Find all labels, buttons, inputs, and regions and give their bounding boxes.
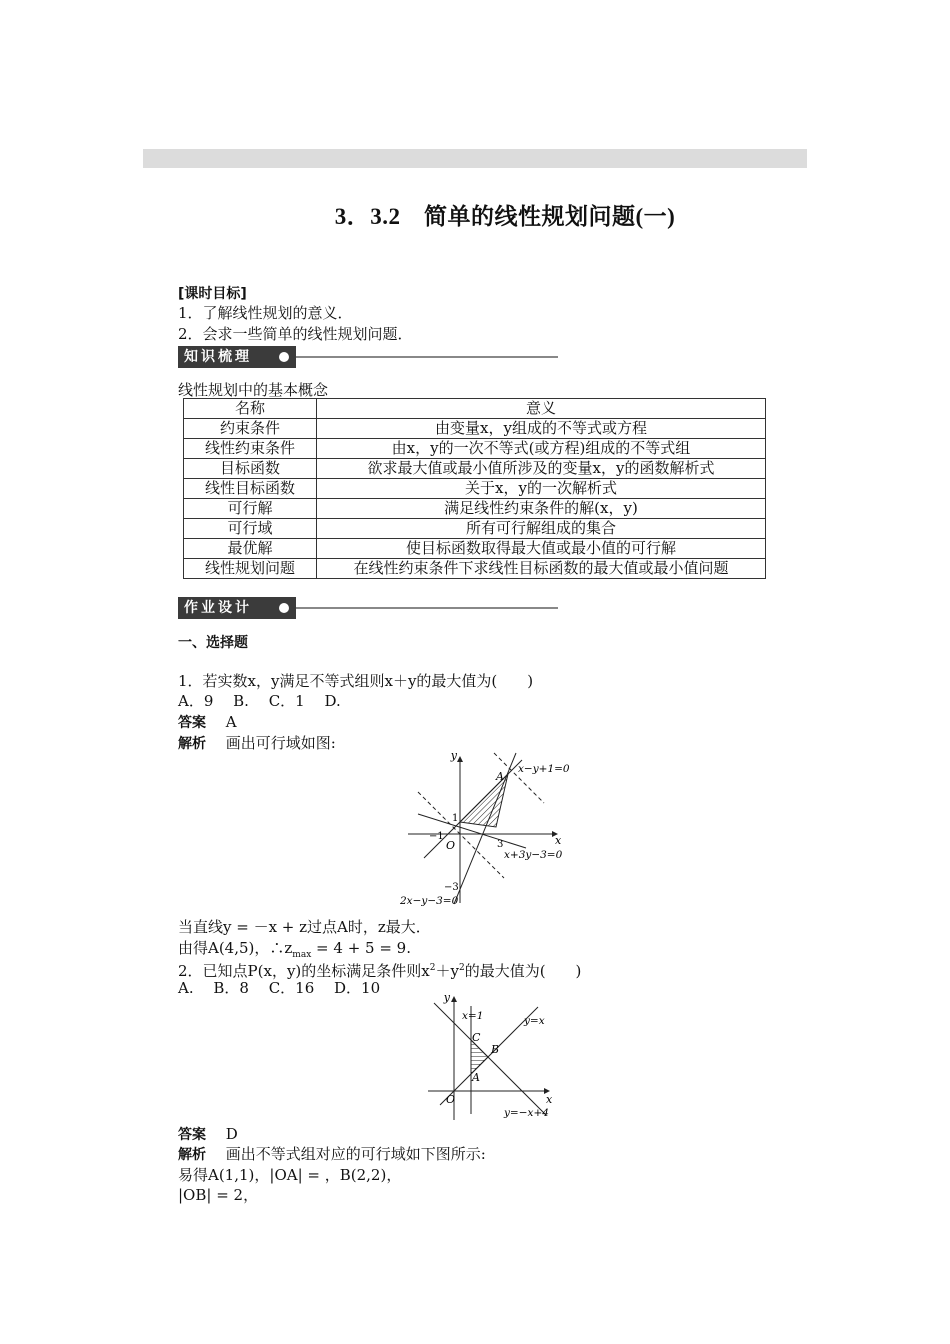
line3-label: 2x−y−3=0 (400, 895, 459, 907)
q2-feasible-region-figure (420, 992, 560, 1122)
q2-stem-text: 2．已知点P(x，y)的坐标满足条件则x (178, 962, 430, 980)
concept-meaning: 在线性约束条件下求线性目标函数的最大值或最小值问题 (317, 559, 766, 579)
analysis-label: 解析 (178, 736, 206, 752)
banner-rule (296, 607, 558, 609)
concept-name: 目标函数 (184, 459, 317, 479)
concept-meaning: 满足线性约束条件的解(x，y) (317, 499, 766, 519)
section-heading: 一、选择题 (178, 635, 248, 651)
table-row (184, 459, 766, 479)
point-c-label: C (472, 1031, 481, 1044)
analysis-label: 解析 (178, 1147, 206, 1163)
y-axis-arrow-icon (457, 756, 463, 762)
q2-stem-text: 的最大值为( ) (464, 962, 582, 980)
q1-after-2-text: = 4 + 5 = 9. (311, 939, 411, 957)
concept-name: 最优解 (184, 539, 317, 559)
q2-stem-text: ＋y (435, 962, 459, 980)
q1-stem: 1．若实数x，y满足不等式组则x＋y的最大值为( ) (178, 672, 534, 690)
q2-line3: 易得A(1,1)，|OA| = ，B(2,2)， (178, 1166, 402, 1184)
feasible-region (471, 1040, 488, 1074)
origin-label: O (446, 1093, 456, 1106)
answer-value: A (225, 713, 237, 731)
bullet-icon (279, 352, 289, 362)
concept-meaning: 由x，y的一次不等式(或方程)组成的不等式组 (317, 439, 766, 459)
banner-rule (296, 356, 558, 358)
analysis-text: 画出可行域如图: (225, 734, 336, 752)
point-a-label: A (472, 1071, 480, 1084)
concept-name: 线性目标函数 (184, 479, 317, 499)
q1-after-2-sub: max (292, 950, 312, 960)
table-header-row (184, 399, 766, 419)
yx-label: y=x (524, 1015, 545, 1027)
ymx4-label: y=−x+4 (504, 1107, 549, 1119)
q2-analysis (178, 1144, 486, 1165)
concepts-table (183, 398, 766, 579)
y-axis-label: y (443, 992, 450, 1004)
line2-label: x+3y−3=0 (504, 849, 563, 861)
concept-name: 可行解 (184, 499, 317, 519)
tick-label: 1 (452, 813, 459, 824)
q1-after-1: 当直线y = －x + z过点A时，z最大． (178, 918, 431, 936)
table-row (184, 519, 766, 539)
x1-label: x=1 (462, 1010, 484, 1022)
answer-label: 答案 (178, 1127, 206, 1143)
header-meaning: 意义 (317, 399, 766, 419)
concept-name: 线性规划问题 (184, 559, 317, 579)
table-row (184, 419, 766, 439)
objective-item: 1．了解线性规划的意义． (178, 304, 353, 322)
tick-label: −1 (429, 831, 444, 842)
table-row (184, 559, 766, 579)
answer-value: D (225, 1125, 238, 1143)
page-title: 3．3.2 简单的线性规划问题(一) (334, 204, 676, 229)
concepts-caption: 线性规划中的基本概念 (178, 381, 329, 399)
point-b-label: B (491, 1043, 500, 1056)
concept-name: 线性约束条件 (184, 439, 317, 459)
q2-line4: |OB| = 2， (178, 1186, 259, 1204)
q1-options: A．9 B. C．1 D. (178, 692, 341, 710)
objective-item: 2．会求一些简单的线性规划问题． (178, 325, 413, 343)
homework-banner-label: 作业设计 (178, 597, 296, 619)
concept-meaning: 使目标函数取得最大值或最小值的可行解 (317, 539, 766, 559)
objectives-heading: [课时目标] (178, 286, 247, 302)
q1-analysis (178, 733, 336, 754)
concept-name: 可行域 (184, 519, 317, 539)
bullet-icon (279, 603, 289, 613)
q1-answer (178, 712, 237, 733)
concept-meaning: 由变量x，y组成的不等式或方程 (317, 419, 766, 439)
y-axis-arrow-icon (451, 996, 457, 1002)
line1-label: x−y+1=0 (518, 763, 570, 775)
concept-name: 约束条件 (184, 419, 317, 439)
answer-label: 答案 (178, 715, 206, 731)
table-row (184, 539, 766, 559)
q1-after-2-text: 由得A(4,5)，∴z (178, 939, 293, 957)
q2-options: A. B．8 C．16 D．10 (178, 979, 381, 997)
analysis-text: 画出不等式组对应的可行域如下图所示: (225, 1145, 486, 1163)
knowledge-banner-label: 知识梳理 (178, 346, 296, 368)
header-name: 名称 (184, 399, 317, 419)
q2-answer (178, 1124, 238, 1145)
table-row (184, 499, 766, 519)
concept-meaning: 关于x，y的一次解析式 (317, 479, 766, 499)
y-axis-label: y (450, 749, 457, 762)
tick-label: 3 (497, 839, 504, 850)
tick-label: −3 (444, 882, 459, 893)
header-bar (143, 149, 807, 168)
point-a-label: A (496, 770, 504, 783)
table-row (184, 439, 766, 459)
x-axis-label: x (546, 1093, 553, 1106)
table-row (184, 479, 766, 499)
concept-meaning: 欲求最大值或最小值所涉及的变量x，y的函数解析式 (317, 459, 766, 479)
q2-sup: 2 (458, 963, 465, 973)
q2-sup: 2 (429, 963, 436, 973)
origin-label: O (446, 839, 456, 852)
x-axis-label: x (555, 834, 562, 847)
q1-feasible-region-figure (396, 748, 586, 910)
concept-meaning: 所有可行解组成的集合 (317, 519, 766, 539)
